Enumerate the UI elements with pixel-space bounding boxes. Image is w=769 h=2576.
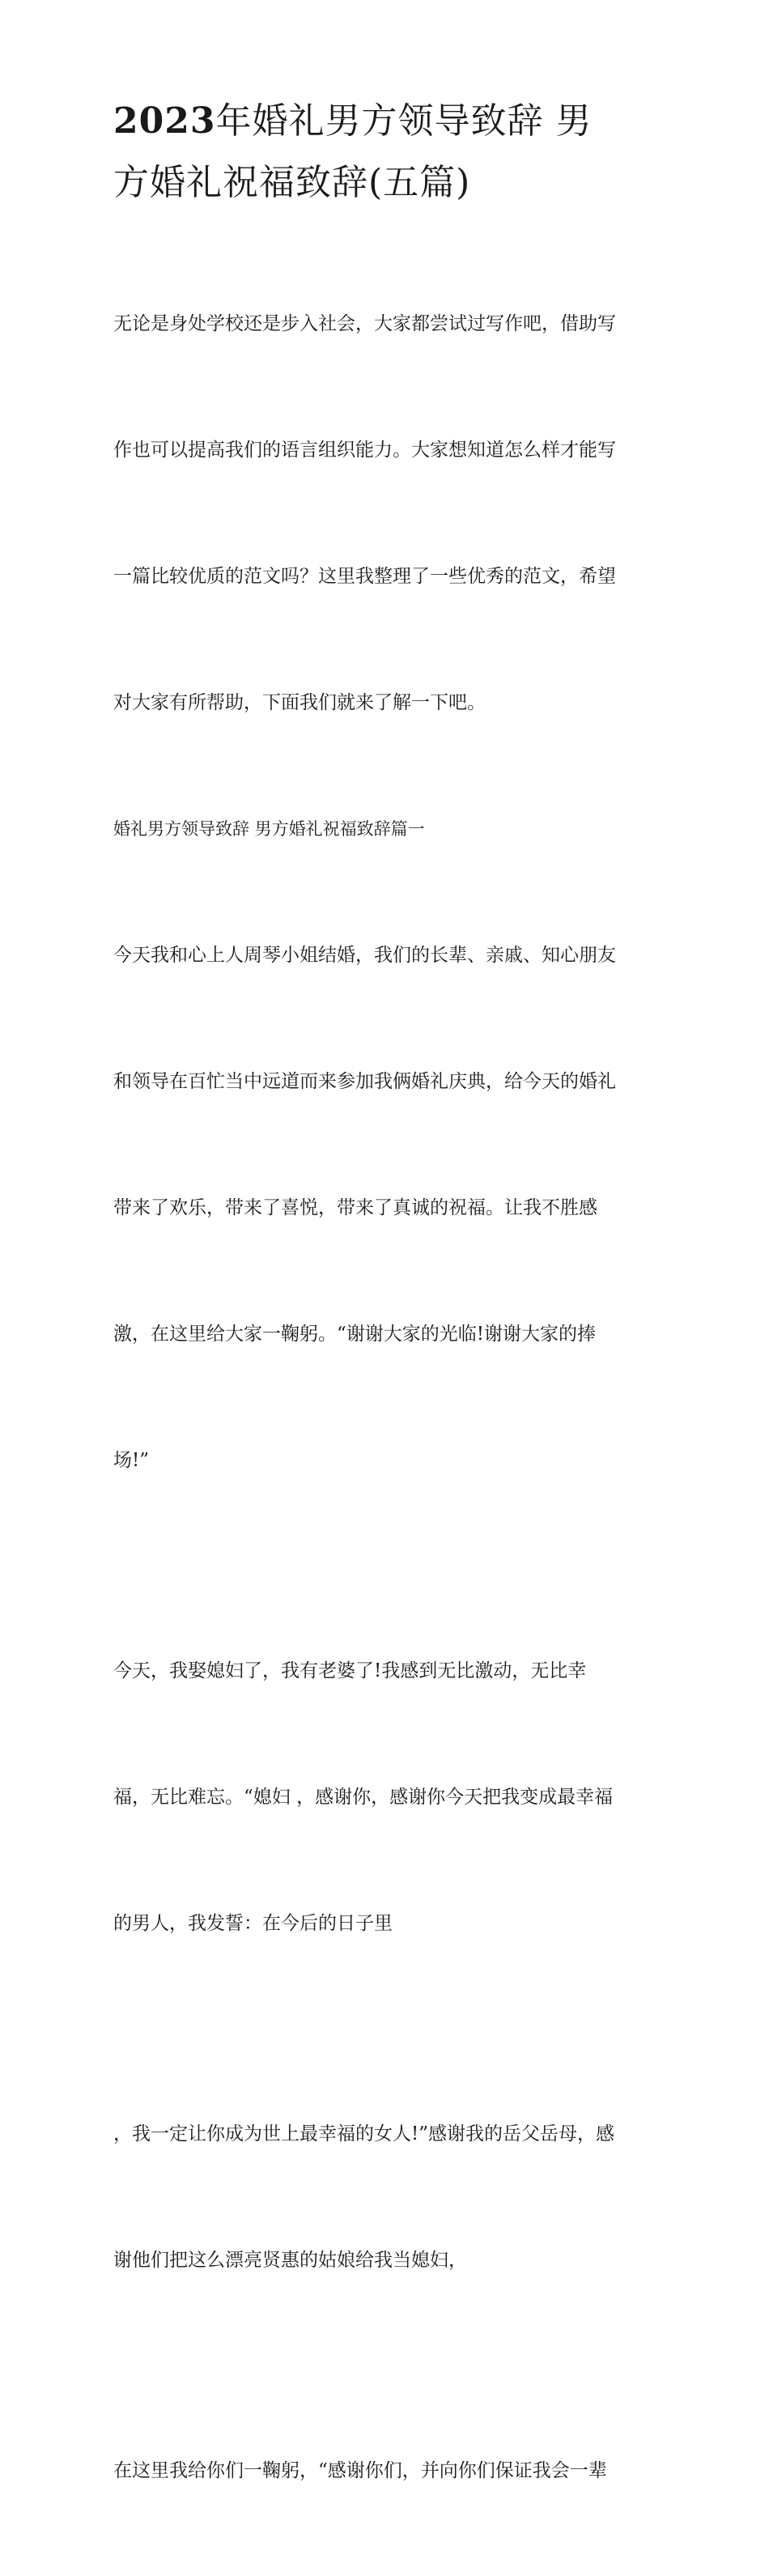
intro-line: 一篇比较优质的范文吗？这里我整理了一些优秀的范文，希望	[113, 566, 616, 587]
body-line: ，我一定让你成为世上最幸福的女人!”感谢我的岳父岳母，感	[113, 2123, 615, 2145]
document-page	[113, 91, 664, 2576]
body-paragraph-3	[113, 2029, 664, 2366]
title-line-1	[113, 91, 664, 152]
body-line: 在这里我给你们一鞠躬，“感谢你们，并向你们保证我会一辈	[113, 2460, 607, 2481]
intro-line: 对大家有所帮助，下面我们就来了解一下吧。	[113, 692, 486, 713]
body-line: 今天我和心上人周琴小姐结婚，我们的长辈、亲戚、知心朋友	[113, 945, 616, 966]
intro-line: 无论是身处学校还是步入社会，大家都尝试过写作吧，借助写	[113, 313, 616, 334]
body-line: 带来了欢乐，带来了喜悦，带来了真诚的祝福。让我不胜感	[113, 1197, 597, 1218]
body-line: 谢他们把这么漂亮贤惠的姑娘给我当媳妇，	[113, 2250, 467, 2271]
body-paragraph-4	[113, 2366, 664, 2576]
title-year: 2023	[113, 100, 216, 142]
document-title	[113, 91, 664, 214]
body-line: 今天，我娶媳妇了，我有老婆了!我感到无比激动，无比幸	[113, 1660, 587, 1681]
title-line-2: 方婚礼祝福致辞(五篇)	[113, 162, 471, 203]
body-line: 的男人，我发誓：在今后的日子里	[113, 1913, 393, 1934]
title-line-1-rest: 年婚礼男方领导致辞 男	[215, 100, 593, 142]
body-line: 激，在这里给大家一鞠躬。“谢谢大家的光临!谢谢大家的捧	[113, 1324, 597, 1345]
section-heading: 婚礼男方领导致辞 男方婚礼祝福致辞篇一	[113, 819, 425, 839]
body-paragraph-1	[113, 850, 664, 1566]
intro-paragraph	[113, 219, 664, 808]
body-line: 场!”	[113, 1450, 150, 1471]
intro-line: 作也可以提高我们的语言组织能力。大家想知道怎么样才能写	[113, 440, 616, 461]
body-paragraph-2	[113, 1566, 664, 2029]
body-line: 福，无比难忘。“媳妇 ，感谢你，感谢你今天把我变成最幸福	[113, 1787, 614, 1808]
body-line: 和领导在百忙当中远道而来参加我俩婚礼庆典，给今天的婚礼	[113, 1071, 616, 1092]
